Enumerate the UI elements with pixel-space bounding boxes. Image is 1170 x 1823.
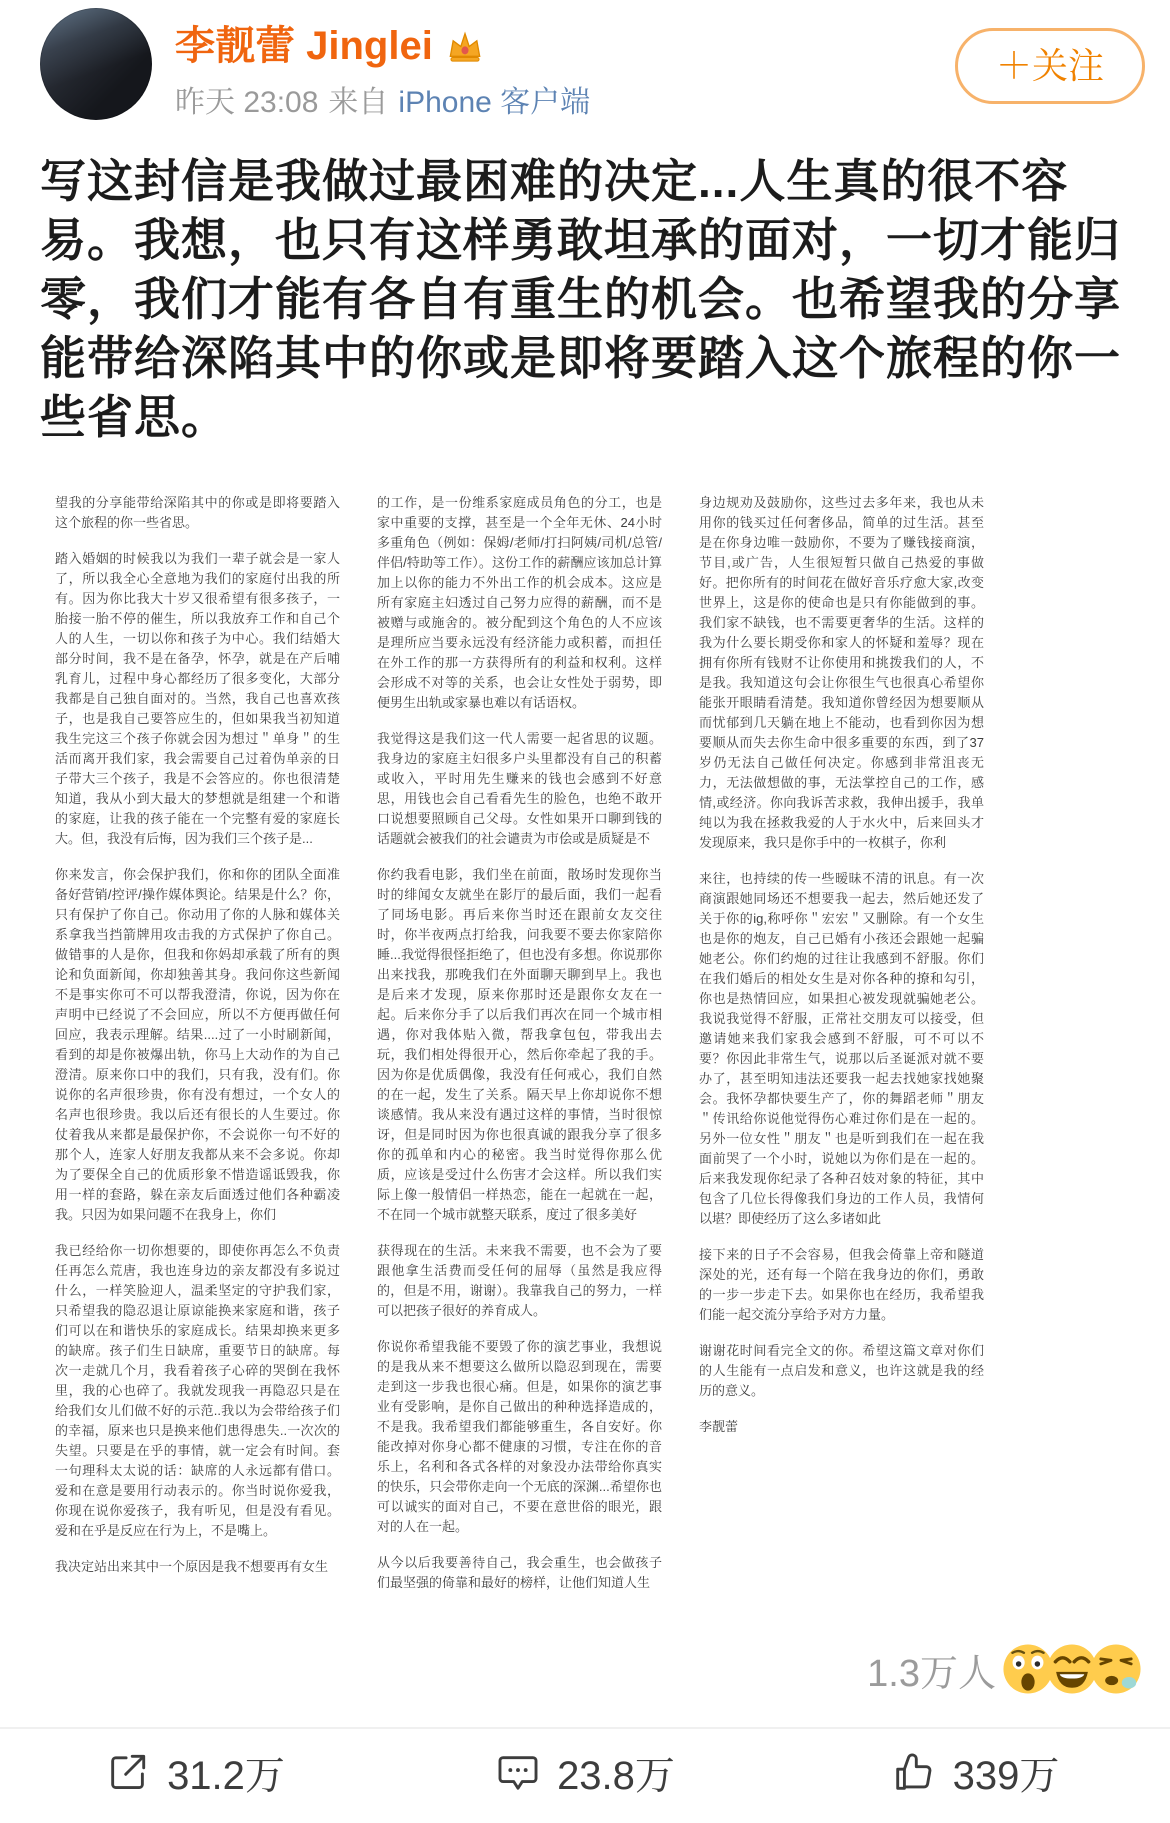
timestamp: 昨天 23:08	[175, 86, 319, 119]
username[interactable]: 李靓蕾 Jinglei	[175, 24, 433, 68]
repost-count: 31.2万	[167, 1753, 285, 1798]
repost-button[interactable]	[0, 1743, 390, 1802]
post-summary-text: 写这封信是我做过最困难的决定...人生真的很不容易。我想，也只有这样勇敢坦承的面对，一切才能归零，我们才能有各自有重生的机会。也希望我的分享能带给深陷其中的你或是即将要踏入这个旅程的你一些省思。	[40, 155, 1121, 443]
letter-paragraph: 接下来的日子不会容易，但我会倚靠上帝和隧道深处的光，还有每一个陪在我身边的你们，勇敢的一步一步走下去。如果你也在经历，我希望我们能一起交流分享给予对方力量。	[699, 1247, 984, 1322]
thumbs-up-icon	[891, 1749, 937, 1795]
letter-paragraph: 从今以后我要善待自己，我会重生，也会做孩子们最坚强的倚靠和最好的榜样，让他们知道人生	[377, 1555, 662, 1590]
letter-paragraph: 踏入婚姻的时候我以为我们一辈子就会是一家人了，所以我全心全意地为我们的家庭付出我的所有。因为你比我大十岁又很希望有很多孩子，一胎接一胎不停的催生，所以我放弃工作和自己个人的人生，一切以你和孩子为中心。我们结婚大部分时间，我不是在备孕，怀孕，就是在产后哺乳育儿，过程中身心都经历了很多变化，大部分我都是自己独自面对的。当然，我自己也喜欢孩子，也是我自己要答应生的，但如果我当初知道我生完这三个孩子你就会因为想过＂单身＂的生活而离开我们家，我会需要自己过着伪单亲的日子带大三个孩子，我是不会答应的。你也很清楚知道，我从小到大最大的梦想就是组建一个和谐的家庭，让我的孩子能在一个完整有爱的家庭长大。但，我没有后悔，因为我们三个孩子是...	[55, 551, 340, 846]
sneezing-face-emoji-icon	[1090, 1643, 1142, 1695]
letter-paragraph: 我决定站出来其中一个原因是我不想要再有女生	[55, 1559, 329, 1574]
source-prefix: 来自	[328, 86, 389, 119]
comment-count: 23.8万	[557, 1753, 675, 1798]
like-button[interactable]	[780, 1743, 1170, 1802]
like-count: 339万	[952, 1753, 1060, 1798]
letter-signature: 李靓蕾	[699, 1419, 739, 1434]
post-header	[0, 0, 1170, 136]
reactions-count: 1.3万人	[867, 1652, 996, 1695]
letter-column-1	[55, 493, 340, 1613]
repost-icon	[105, 1749, 151, 1795]
letter-image[interactable]	[55, 493, 985, 1613]
letter-column-2	[377, 493, 662, 1613]
letter-paragraph: 望我的分享能带给深陷其中的你或是即将要踏入这个旅程的你一些省思。	[55, 495, 340, 530]
letter-paragraph: 我觉得这是我们这一代人需要一起省思的议题。我身边的家庭主妇很多户头里都没有自己的积蓄或收入，平时用先生赚来的钱也会感到不好意思，用钱也会自己看看先生的脸色，也绝不敢开口说想要照顾自己父母。女性如果开口聊到钱的话题就会被我们的社会谴责为市侩或是质疑是不	[377, 731, 662, 846]
letter-column-3	[699, 493, 984, 1613]
reaction-emojis	[1010, 1643, 1142, 1695]
letter-paragraph: 谢谢花时间看完全文的你。希望这篇文章对你们的人生能有一点启发和意义，也许这就是我的经历的意义。	[699, 1343, 984, 1398]
comment-button[interactable]	[390, 1743, 780, 1802]
comment-icon	[495, 1749, 541, 1795]
letter-paragraph: 获得现在的生活。未来我不需要，也不会为了要跟他拿生活费而受任何的屈辱（虽然是我应得的，但是不用，谢谢）。我靠我自己的努力，一样可以把孩子很好的养育成人。	[377, 1243, 662, 1318]
letter-paragraph: 你约我看电影，我们坐在前面，散场时发现你当时的绯闻女友就坐在影厅的最后面，我们一起看了同场电影。再后来你当时还在跟前女友交往时，你半夜两点打给我，问我要不要去你家陪你睡...我觉得很怪拒绝了，但也没有多想。你说那你出来找我，那晚我们在外面聊天聊到早上。我也是后来才发现，原来你那时还是跟你女友在一起。后来你分手了以后我们再次在同一个城市相遇，你对我体贴入微，帮我拿包包，带我出去玩，我们相处得很开心，然后你牵起了我的手。因为你是优质偶像，我没有任何戒心，我们自然的在一起，发生了关系。隔天早上你却说你不想谈感情。我从来没有遇过这样的事情，当时很惊讶，但是同时因为你也很真诚的跟我分享了很多你的孤单和内心的秘密。我当时觉得你那么优质，应该是受过什么伤害才会这样。所以我们实际上像一般情侣一样热恋，能在一起就在一起，不在同一个城市就整天联系，度过了很多美好	[377, 867, 662, 1222]
letter-paragraph: 身边规劝及鼓励你，这些过去多年来，我也从未用你的钱买过任何奢侈品，简单的过生活。甚至是在你身边唯一鼓励你，不要为了赚钱接商演，节目,或广告，人生很短暂只做自己热爱的事做好。把你所有的时间花在做好音乐疗愈大家,改变世界上，这是你的使命也是只有你能做到的事。我们家不缺钱，也不需要更奢华的生活。这样的我为什么要长期受你和家人的怀疑和羞辱？现在拥有你所有钱财不让你使用和挑拨我们的人，不是我。我知道这句会让你很生气也很真心希望你能张开眼睛看清楚。我知道你曾经因为想要顺从而忧郁到几天躺在地上不能动，也看到你因为想要顺从而失去你生命中很多重要的东西，到了37岁仍无法自己做任何决定。你感到非常沮丧无力，无法做想做的事，无法掌控自己的工作，感情,或经济。你向我诉苦求救，我伸出援手，我单纯以为我在拯救我爱的人于水火中，后来回头才发现原来，我只是你手中的一枚棋子，你利	[699, 495, 984, 850]
vip-crown-icon	[445, 26, 485, 66]
letter-paragraph: 来往，也持续的传一些暧昧不清的讯息。有一次商演跟她同场还不想要我一起去，然后她还发了关于你的ig,称呼你＂宏宏＂又删除。有一个女生也是你的炮友，自己已婚有小孩还会跟她一起骗她老公。你们约炮的过往让我感到不舒服。你们在我们婚后的相处女生是对你各种的撩和勾引，你也是热情回应，如果担心被发现就骗她老公。我说我觉得不舒服，正常社交朋友可以接受，但邀请她来我们家我会感到不舒服，可不可以不要？你因此非常生气，说那以后圣诞派对就不要办了，甚至明知违法还要我一起去找她家找她聚会。我怀孕都快要生产了，你的舞蹈老师＂朋友＂传讯给你说他觉得伤心难过你们是在一起的。另外一位女性＂朋友＂也是听到我们在一起在我面前哭了一个小时，说她以为你们是在一起的。后来我发现你纪录了各种召妓对象的特征，其中包含了几位长得像我们身边的工作人员，我情何以堪？即使经历了这么多诸如此	[699, 871, 984, 1226]
source-link[interactable]: iPhone 客户端	[398, 86, 591, 119]
letter-paragraph: 你说你希望我能不要毁了你的演艺事业，我想说的是我从来不想要这么做所以隐忍到现在，需要走到这一步我也很心痛。但是，如果你的演艺事业有受影响，是你自己做出的种种选择造成的，不是我。我希望我们都能够重生，各自安好。你能改掉对你身心都不健康的习惯，专注在你的音乐上，名利和各式各样的对象没办法带给你真实的快乐，只会带你走向一个无底的深渊...希望你也可以诚实的面对自己，不要在意世俗的眼光，跟对的人在一起。	[377, 1339, 662, 1534]
avatar[interactable]	[40, 8, 152, 120]
reactions-summary[interactable]	[0, 1637, 1170, 1701]
letter-paragraph: 的工作，是一份维系家庭成员角色的分工，也是家中重要的支撑，甚至是一个全年无休、24小时多重角色（例如：保姆/老师/打扫阿姨/司机/总管/伴侣/特助等工作）。这份工作的薪酬应该加总计算加上以你的能力不外出工作的机会成本。这应是所有家庭主妇透过自己努力应得的薪酬，而不是被赠与或施舍的。被分配到这个角色的人不应该是理所应当要永远没有经济能力或积蓄，而担任在外工作的那一方获得所有的利益和权利。这样会形成不对等的关系，也会让女性处于弱势，即便男生出轨或家暴也难以有话语权。	[377, 495, 662, 710]
letter-paragraph: 我已经给你一切你想要的，即使你再怎么不负责任再怎么荒唐，我也连身边的亲友都没有多说过什么，一样笑脸迎人，温柔坚定的守护我们家，只希望我的隐忍退让原谅能换来家庭和谐，孩子们可以在和谐快乐的家庭成长。结果却换来更多的缺席。孩子们生日缺席，重要节日的缺席。每次一走就几个月，我看着孩子心碎的哭倒在我怀里，我的心也碎了。我就发现我一再隐忍只是在给我们女儿们做不好的示范..我以为会带给孩子们的幸福，原来也只是换来他们患得患失..一次次的失望。只要是在乎的事情，就一定会有时间。套一句理科太太说的话：缺席的人永远都有借口。爱和在意是要用行动表示的。你当时说你爱我，你现在说你爱孩子，我有听见，但是没有看见。爱和在乎是反应在行为上，不是嘴上。	[55, 1243, 340, 1538]
action-bar	[0, 1729, 1170, 1815]
letter-paragraph: 你来发言，你会保护我们，你和你的团队全面准备好营销/控评/操作媒体舆论。结果是什么？你，只有保护了你自己。你动用了你的人脉和媒体关系拿我当挡箭牌用攻击我的方式保护了你自己。做错事的人是你，但我和你妈却承载了所有的舆论和负面新闻，你却独善其身。我问你这些新闻不是事实你可不可以帮我澄清，你说，因为你在声明中已经说了不会回应，所以不方便再做任何回应，我表示理解。结果....过了一小时刷新闻，看到的却是你被爆出轨，你马上大动作的为自己澄清。原来你口中的我们，只有我，没有们。你说你的名声很珍贵，你有没有想过，一个女人的名声也很珍贵。我以后还有很长的人生要过。你仗着我从来都是最保护你，不会说你一句不好的那个人，连家人好朋友我都从来不会多说。你却为了要保全自己的优质形象不惜造谣诋毁我，你用一样的套路，躲在亲友后面透过他们各种霸凌我。只因为如果问题不在我身上，你们	[55, 867, 340, 1222]
follow-button[interactable]: ＋关注	[955, 28, 1145, 104]
